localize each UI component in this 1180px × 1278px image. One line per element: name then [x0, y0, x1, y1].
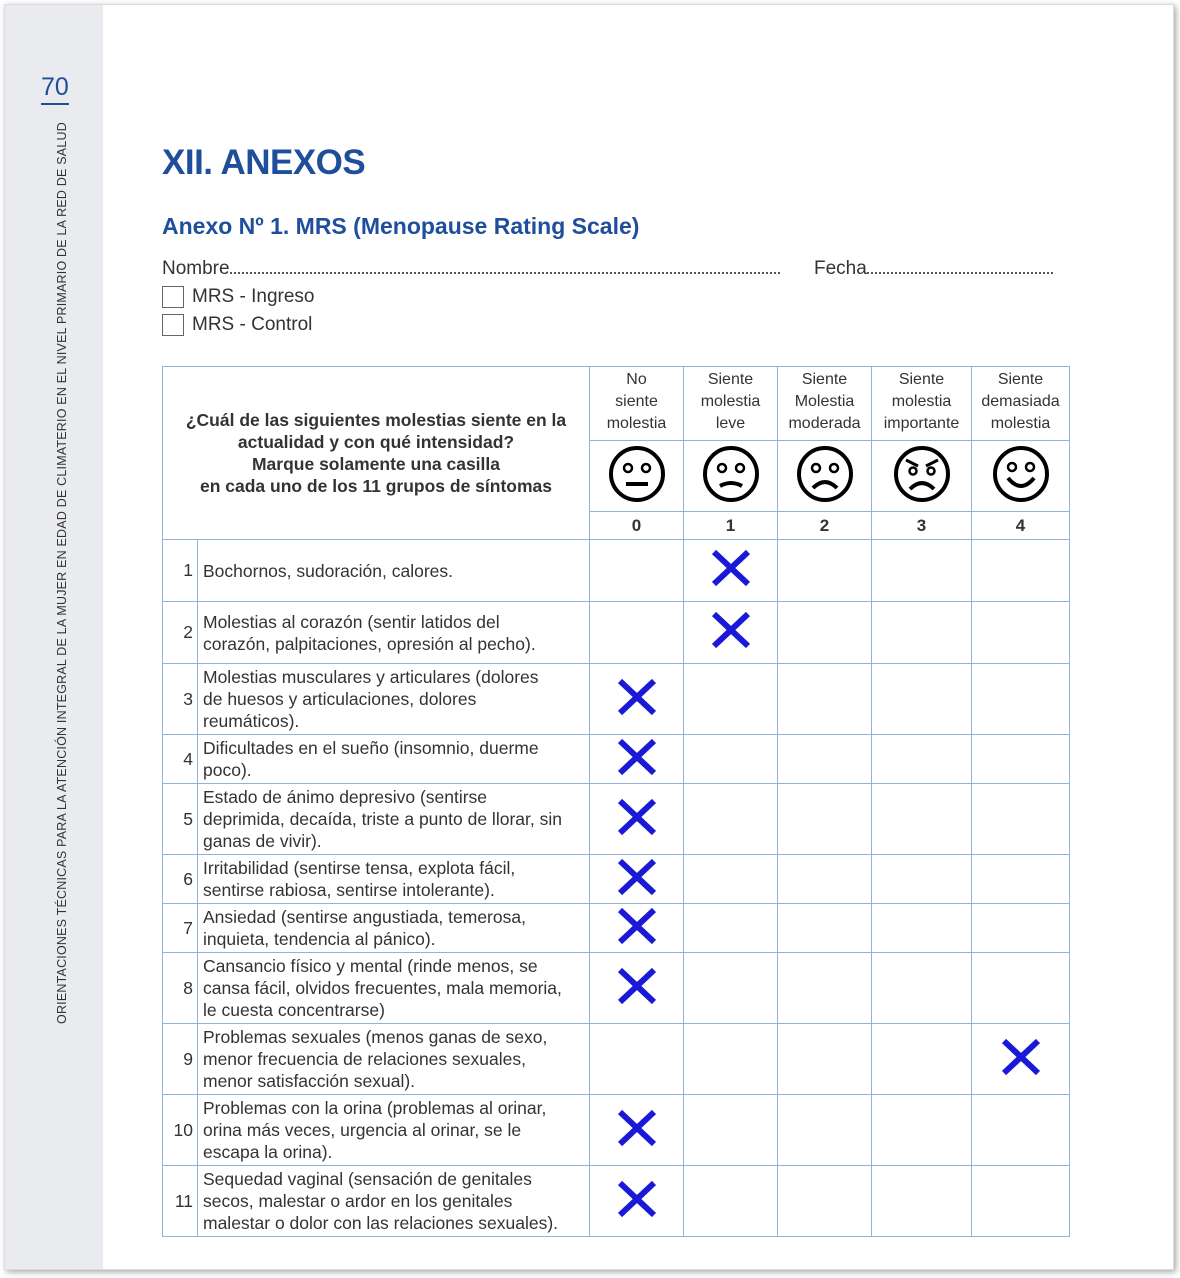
symptom-text-line: ganas de vivir).	[203, 831, 322, 851]
table-row	[163, 1166, 1070, 1237]
answer-cell-1[interactable]	[684, 735, 778, 784]
answer-cell-4[interactable]	[972, 1166, 1070, 1237]
table-row	[163, 735, 1070, 784]
row-number: 6	[163, 855, 198, 904]
fecha-field[interactable]	[814, 258, 1053, 280]
face-cell-0	[590, 441, 684, 512]
annex-title: Anexo Nº 1. MRS (Menopause Rating Scale)	[162, 213, 640, 239]
answer-cell-0[interactable]	[590, 1095, 684, 1166]
answer-cell-0[interactable]	[590, 855, 684, 904]
x-mark-icon	[615, 906, 659, 946]
answer-cell-0[interactable]	[590, 953, 684, 1024]
answer-cell-3[interactable]	[872, 664, 972, 735]
row-number: 5	[163, 784, 198, 855]
score-2: 2	[778, 512, 872, 540]
mrs-table	[162, 366, 1070, 1237]
row-number: 11	[163, 1166, 198, 1237]
row-number: 3	[163, 664, 198, 735]
symptom-rows	[163, 540, 1070, 1237]
answer-cell-0[interactable]	[590, 735, 684, 784]
fecha-line[interactable]	[867, 258, 1053, 274]
answer-cell-3[interactable]	[872, 855, 972, 904]
table-row	[163, 784, 1070, 855]
fecha-label: Fecha	[814, 258, 867, 279]
slight-frown-face-icon	[701, 444, 761, 504]
answer-cell-0[interactable]	[590, 904, 684, 953]
x-mark-icon	[615, 857, 659, 897]
x-mark-icon	[615, 1108, 659, 1148]
answer-cell-4[interactable]	[972, 664, 1070, 735]
symptom-text	[198, 664, 590, 735]
answer-cell-0[interactable]	[590, 602, 684, 664]
score-0: 0	[590, 512, 684, 540]
answer-cell-2[interactable]	[778, 1095, 872, 1166]
symptom-text-line: Molestias al corazón (sentir latidos del	[203, 611, 500, 632]
option-control[interactable]	[162, 314, 312, 336]
answer-cell-4[interactable]	[972, 602, 1070, 664]
symptom-text-line: malestar o dolor con las relaciones sexuales).	[203, 1213, 559, 1233]
symptom-text-line: inquieta, tendencia al pánico).	[203, 929, 436, 949]
answer-cell-3[interactable]	[872, 1024, 972, 1095]
question-line-4: en cada uno de los 11 grupos de síntomas	[199, 476, 553, 496]
answer-cell-4[interactable]	[972, 904, 1070, 953]
answer-cell-0[interactable]	[590, 1166, 684, 1237]
face-cell-3	[872, 441, 972, 512]
nombre-field[interactable]	[162, 258, 780, 280]
symptom-text-line: orina más veces, urgencia al orinar, se le	[203, 1120, 522, 1140]
row-number: 9	[163, 1024, 198, 1095]
symptom-text-line: escapa la orina).	[203, 1142, 333, 1162]
symptom-text-line: de huesos y articulaciones, dolores	[203, 689, 477, 709]
symptom-text-line: Problemas sexuales (menos ganas de sexo,	[203, 1027, 548, 1047]
x-mark-icon	[615, 677, 659, 717]
answer-cell-2[interactable]	[778, 664, 872, 735]
symptom-text	[198, 953, 590, 1024]
x-mark-icon	[615, 966, 659, 1006]
face-cell-4	[972, 441, 1070, 512]
score-4: 4	[972, 512, 1070, 540]
answer-cell-1[interactable]	[684, 1024, 778, 1095]
row-number: 1	[163, 540, 198, 602]
x-mark-icon	[999, 1037, 1043, 1077]
answer-cell-2[interactable]	[778, 540, 872, 602]
answer-cell-0[interactable]	[590, 540, 684, 602]
symptom-text	[198, 784, 590, 855]
symptom-text-line: menor frecuencia de relaciones sexuales,	[203, 1049, 526, 1069]
answer-cell-4[interactable]	[972, 855, 1070, 904]
angry-face-icon	[892, 444, 952, 504]
answer-cell-1[interactable]	[684, 904, 778, 953]
answer-cell-4[interactable]	[972, 1095, 1070, 1166]
symptom-text-line: secos, malestar o ardor en los genitales	[203, 1191, 513, 1211]
question-line-2: actualidad y con qué intensidad?	[237, 432, 515, 452]
x-mark-icon	[615, 1179, 659, 1219]
answer-cell-4[interactable]	[972, 540, 1070, 602]
col-header-2: Siente Molestia moderada	[778, 367, 872, 441]
answer-cell-1[interactable]	[684, 1095, 778, 1166]
answer-cell-0[interactable]	[590, 1024, 684, 1095]
face-cell-2	[778, 441, 872, 512]
table-row	[163, 953, 1070, 1024]
symptom-text-line: corazón, palpitaciones, opresión al pecho).	[203, 633, 536, 654]
answer-cell-2[interactable]	[778, 602, 872, 664]
answer-cell-2[interactable]	[778, 904, 872, 953]
row-number: 10	[163, 1095, 198, 1166]
symptom-text-line: Ansiedad (sentirse angustiada, temerosa,	[203, 907, 526, 927]
answer-cell-4[interactable]	[972, 1024, 1070, 1095]
answer-cell-0[interactable]	[590, 784, 684, 855]
symptom-text-line: menor satisfacción sexual).	[203, 1071, 416, 1091]
symptom-text-line: Dificultades en el sueño (insomnio, duerme	[203, 738, 539, 758]
page-number: 70	[41, 73, 69, 105]
table-row	[163, 1024, 1070, 1095]
symptom-text-line: le cuesta concentrarse)	[203, 1000, 385, 1020]
answer-cell-3[interactable]	[872, 602, 972, 664]
answer-cell-2[interactable]	[778, 1024, 872, 1095]
answer-cell-3[interactable]	[872, 1095, 972, 1166]
table-row	[163, 904, 1070, 953]
answer-cell-1[interactable]	[684, 1166, 778, 1237]
answer-cell-3[interactable]	[872, 784, 972, 855]
answer-cell-3[interactable]	[872, 540, 972, 602]
symptom-text-line: deprimida, decaída, triste a punto de llorar, sin	[203, 809, 562, 829]
symptom-text	[198, 735, 590, 784]
col-header-0: No siente molestia	[590, 367, 684, 441]
score-3: 3	[872, 512, 972, 540]
symptom-text-line: Estado de ánimo depresivo (sentirse	[203, 787, 488, 807]
symptom-text-line: Bochornos, sudoración, calores.	[203, 560, 453, 581]
control-checkbox[interactable]	[162, 314, 184, 336]
x-mark-icon	[615, 737, 659, 777]
col-header-1: Siente molestia leve	[684, 367, 778, 441]
neutral-face-icon	[607, 444, 667, 504]
answer-cell-4[interactable]	[972, 735, 1070, 784]
symptom-text-line: cansa fácil, olvidos frecuentes, mala memoria,	[203, 978, 562, 998]
x-mark-icon	[709, 548, 753, 588]
table-row	[163, 855, 1070, 904]
answer-cell-2[interactable]	[778, 953, 872, 1024]
symptom-text	[198, 1095, 590, 1166]
ingreso-label: MRS - Ingreso	[192, 286, 315, 307]
answer-cell-2[interactable]	[778, 1166, 872, 1237]
answer-cell-1[interactable]	[684, 540, 778, 602]
symptom-text-line: poco).	[203, 760, 252, 780]
sad-face-icon	[795, 444, 855, 504]
question-line-3: Marque solamente una casilla	[251, 454, 500, 474]
symptom-text	[198, 855, 590, 904]
col-header-3: Siente molestia importante	[872, 367, 972, 441]
row-number: 7	[163, 904, 198, 953]
answer-cell-1[interactable]	[684, 953, 778, 1024]
answer-cell-3[interactable]	[872, 735, 972, 784]
symptom-text	[198, 1024, 590, 1095]
col-header-4: Siente demasiada molestia	[972, 367, 1070, 441]
symptom-text	[198, 602, 590, 664]
symptom-text-line: Cansancio físico y mental (rinde menos, se	[203, 956, 538, 976]
table-row	[163, 540, 1070, 602]
row-number: 4	[163, 735, 198, 784]
answer-cell-0[interactable]	[590, 664, 684, 735]
symptom-text-line: reumáticos).	[203, 711, 300, 731]
answer-cell-1[interactable]	[684, 602, 778, 664]
answer-cell-4[interactable]	[972, 953, 1070, 1024]
symptom-text-line: Problemas con la orina (problemas al orinar,	[203, 1098, 547, 1118]
control-label: MRS - Control	[192, 314, 313, 335]
answer-cell-2[interactable]	[778, 735, 872, 784]
ingreso-checkbox[interactable]	[162, 286, 184, 308]
symptom-text	[198, 904, 590, 953]
answer-cell-2[interactable]	[778, 855, 872, 904]
symptom-text	[198, 1166, 590, 1237]
smiling-face-icon	[991, 444, 1051, 504]
running-header-vertical: ORIENTACIONES TÉCNICAS PARA LA ATENCIÓN INTEGRAL DE LA MUJER EN EDAD DE CLIMATERIO EN EL NIVEL PRIMARIO DE LA RED DE SALUD	[55, 122, 69, 1024]
answer-cell-2[interactable]	[778, 784, 872, 855]
table-row	[163, 664, 1070, 735]
question-line-1: ¿Cuál de las siguientes molestias siente en la	[185, 410, 567, 430]
left-margin-band	[5, 5, 103, 1269]
symptom-text-line: Irritabilidad (sentirse tensa, explota fácil,	[203, 858, 516, 878]
answer-cell-4[interactable]	[972, 784, 1070, 855]
face-cell-1	[684, 441, 778, 512]
answer-cell-1[interactable]	[684, 784, 778, 855]
answer-cell-1[interactable]	[684, 664, 778, 735]
answer-cell-3[interactable]	[872, 953, 972, 1024]
symptom-text-line: sentirse rabiosa, sentirse intolerante).	[203, 880, 495, 900]
option-ingreso[interactable]	[162, 286, 314, 308]
symptom-text-line: Sequedad vaginal (sensación de genitales	[203, 1169, 532, 1189]
score-1: 1	[684, 512, 778, 540]
answer-cell-3[interactable]	[872, 1166, 972, 1237]
x-mark-icon	[709, 610, 753, 650]
table-row	[163, 602, 1070, 664]
symptom-text-line: Molestias musculares y articulares (dolores	[203, 667, 539, 687]
x-mark-icon	[615, 797, 659, 837]
section-title: XII. ANEXOS	[162, 143, 366, 182]
row-number: 2	[163, 602, 198, 664]
symptom-text	[198, 540, 590, 602]
row-number: 8	[163, 953, 198, 1024]
answer-cell-3[interactable]	[872, 904, 972, 953]
question-cell	[163, 367, 590, 540]
answer-cell-1[interactable]	[684, 855, 778, 904]
nombre-label: Nombre	[162, 258, 230, 279]
nombre-line[interactable]	[230, 258, 780, 274]
table-row	[163, 1095, 1070, 1166]
